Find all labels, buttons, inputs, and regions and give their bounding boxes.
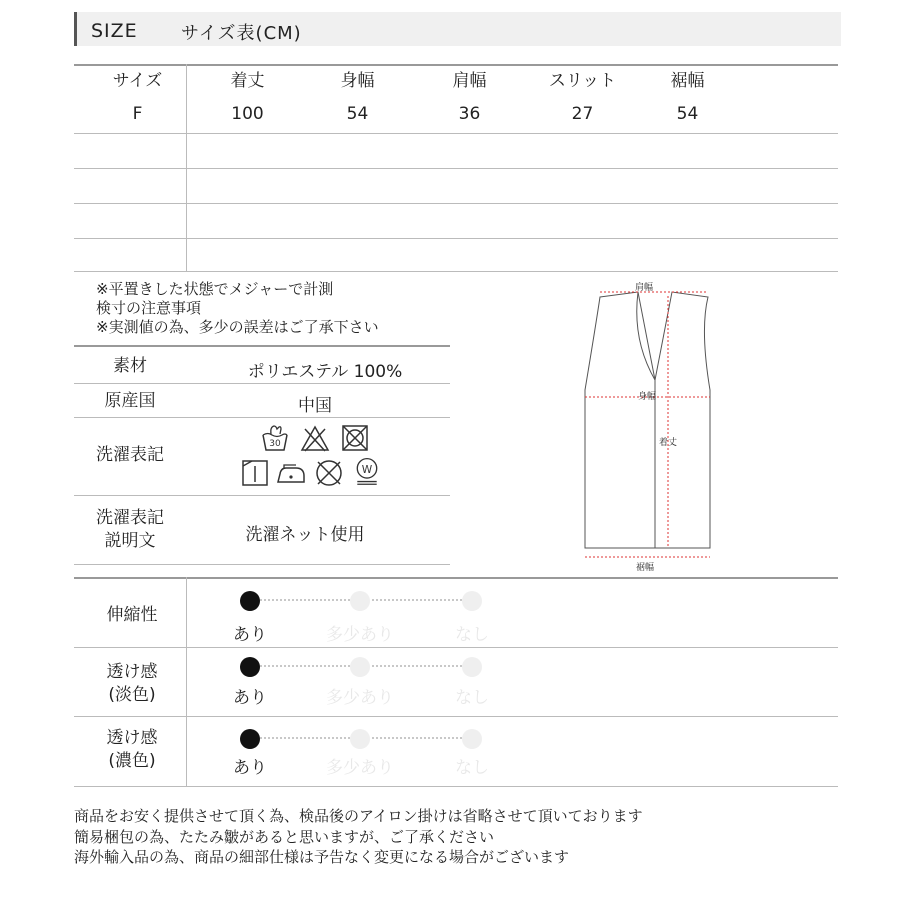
scale-label-none: なし: [455, 758, 489, 778]
info-divider: [74, 417, 450, 418]
scale-label-yes: あり: [233, 758, 267, 778]
wet-clean-icon: [352, 456, 382, 486]
material-value: ポリエステル 100%: [247, 362, 403, 382]
scale-dot: [462, 591, 482, 611]
cell-length: 100: [231, 104, 264, 124]
header-shoulder: 肩幅: [452, 71, 487, 91]
table-vertical-divider: [186, 64, 187, 271]
header-size: サイズ: [112, 71, 163, 91]
line-dry-icon: [240, 458, 270, 488]
sheer-dark-scale: [230, 726, 510, 786]
attr-divider: [74, 716, 838, 717]
scale-label-none: なし: [455, 625, 489, 645]
scale-dot: [350, 657, 370, 677]
scale-dot: [350, 729, 370, 749]
no-bleach-icon: [300, 423, 330, 453]
scale-label-none: なし: [455, 688, 489, 708]
size-header-subtitle: サイズ表(CM): [181, 23, 302, 44]
vest-outline: [560, 270, 730, 580]
material-label: 素材: [113, 356, 147, 376]
cell-slit: 27: [571, 104, 594, 124]
table-divider: [74, 133, 838, 134]
bottom-note: 商品をお安く提供させて頂く為、検品後のアイロン掛けは省略させて頂いております: [74, 807, 643, 825]
care-label: 洗濯表記: [96, 445, 164, 465]
bottom-note: 海外輸入品の為、商品の細部仕様は予告なく変更になる場合がございます: [74, 848, 570, 866]
size-header: [74, 12, 841, 46]
attr-divider: [74, 786, 838, 787]
no-tumble-dry-icon: [340, 423, 370, 453]
svg-text:30: 30: [269, 439, 281, 449]
scale-label-somewhat: 多少あり: [326, 688, 394, 708]
info-divider: [74, 564, 450, 565]
no-dry-clean-icon: [314, 458, 344, 488]
origin-label: 原産国: [104, 391, 156, 411]
scale-dot-selected: [240, 657, 260, 677]
cell-size: F: [132, 104, 143, 124]
care-desc-label: 説明文: [104, 531, 156, 551]
scale-dot: [462, 657, 482, 677]
attr-top-border: [74, 577, 838, 579]
origin-value: 中国: [298, 396, 332, 416]
scale-track: [260, 599, 350, 601]
attr-label-sheer-dark: 透け感: [106, 728, 158, 748]
stretch-scale: [230, 588, 510, 648]
care-desc-label: 洗濯表記: [96, 508, 164, 528]
attr-label-stretch: 伸縮性: [106, 605, 158, 625]
scale-dot: [462, 729, 482, 749]
low-iron-icon: [276, 458, 306, 488]
header-length: 着丈: [230, 71, 265, 91]
scale-track: [260, 737, 350, 739]
scale-track: [260, 665, 350, 667]
attr-sublabel-sheer-dark: (濃色): [108, 751, 156, 771]
info-divider: [74, 495, 450, 496]
svg-text:W: W: [361, 463, 373, 476]
scale-dot-selected: [240, 591, 260, 611]
measure-note: ※実測値の為、多少の誤差はご了承下さい: [96, 318, 379, 336]
scale-label-yes: あり: [233, 688, 267, 708]
cell-chest: 54: [346, 104, 369, 124]
table-divider: [74, 238, 838, 239]
scale-label-yes: あり: [233, 625, 267, 645]
size-header-label: SIZE: [91, 20, 138, 42]
header-slit: スリット: [548, 71, 617, 91]
scale-track: [372, 665, 462, 667]
scale-dot: [350, 591, 370, 611]
measure-note: 検寸の注意事項: [96, 299, 202, 317]
table-divider: [74, 168, 838, 169]
dim-label-hem: 裾幅: [636, 563, 655, 573]
dim-label-length: 着丈: [659, 438, 678, 448]
cell-hem: 54: [676, 104, 699, 124]
bottom-note: 簡易梱包の為、たたみ皺があると思いますが、ご了承ください: [74, 828, 495, 846]
dim-label-chest: 身幅: [638, 392, 657, 402]
table-top-border: [74, 64, 838, 66]
attr-vertical-divider: [186, 577, 187, 786]
cell-shoulder: 36: [458, 104, 481, 124]
scale-label-somewhat: 多少あり: [326, 758, 394, 778]
scale-dot-selected: [240, 729, 260, 749]
care-desc-value: 洗濯ネット使用: [245, 525, 365, 545]
hand-wash-icon: [260, 423, 290, 453]
header-hem: 裾幅: [670, 71, 705, 91]
garment-diagram: [560, 270, 730, 580]
sheer-light-scale: [230, 654, 510, 714]
attr-sublabel-sheer-light: (淡色): [108, 685, 156, 705]
header-chest: 身幅: [340, 71, 375, 91]
table-divider: [74, 203, 838, 204]
attr-label-sheer-light: 透け感: [106, 662, 158, 682]
info-divider: [74, 383, 450, 384]
info-top-border: [74, 345, 450, 347]
dim-label-shoulder: 肩幅: [635, 283, 654, 293]
measure-note: ※平置きした状態でメジャーで計測: [96, 280, 334, 298]
scale-track: [372, 599, 462, 601]
scale-label-somewhat: 多少あり: [326, 625, 394, 645]
scale-track: [372, 737, 462, 739]
